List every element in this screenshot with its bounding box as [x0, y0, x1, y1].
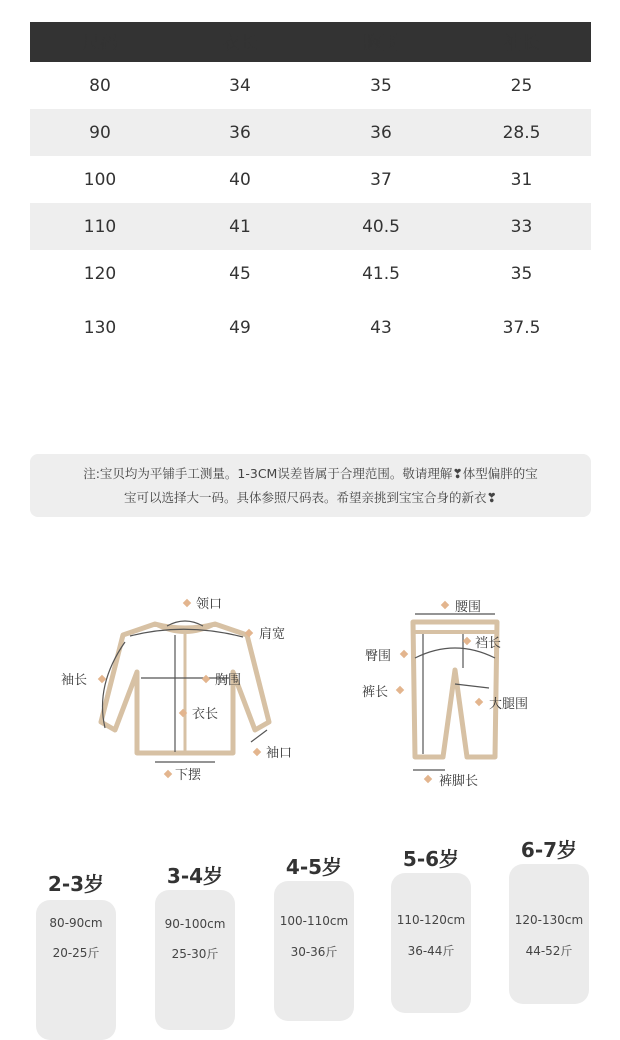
header-length: 衣长 — [222, 33, 258, 54]
age-card-1 — [36, 868, 116, 960]
cell-size: 80 — [89, 75, 111, 96]
header-size: 尺码 — [82, 33, 118, 54]
chest-marker — [202, 675, 210, 683]
collar-marker — [183, 599, 191, 607]
waist-label: 腰围 — [455, 600, 482, 615]
cell-sleeve: 35 — [510, 263, 533, 284]
age-label: 4-5岁 — [285, 855, 343, 879]
measurement-note — [30, 454, 591, 517]
length-label: 衣长 — [192, 707, 219, 722]
cell-chest: 41.5 — [362, 263, 400, 284]
age-height-range: 90-100cm — [164, 917, 226, 931]
table-row — [30, 203, 591, 250]
cell-sleeve: 31 — [510, 169, 533, 190]
size-table — [30, 22, 591, 359]
hem-label: 下摆 — [175, 768, 202, 783]
age-weight-range: 25-30斤 — [171, 947, 219, 961]
cell-length: 41 — [229, 216, 251, 237]
cell-chest: 35 — [370, 75, 392, 96]
age-label: 6-7岁 — [520, 838, 578, 862]
cell-sleeve: 33 — [510, 216, 533, 237]
age-card-bg — [509, 864, 589, 1004]
cuff-marker — [253, 748, 261, 756]
table-row — [30, 297, 591, 359]
age-height-range: 120-130cm — [514, 913, 584, 927]
table-row — [30, 62, 591, 109]
leg-opening-label: 裤脚长 — [439, 774, 479, 789]
jacket-diagram — [55, 590, 315, 790]
thigh-label: 大腿围 — [489, 697, 529, 712]
cell-sleeve: 28.5 — [502, 122, 541, 143]
age-height-range: 100-110cm — [279, 914, 349, 928]
age-card-2 — [155, 860, 235, 961]
shoulder-label: 肩宽 — [259, 627, 286, 642]
cell-chest: 37 — [370, 169, 392, 190]
age-card-5 — [509, 834, 589, 958]
age-card-3 — [274, 851, 354, 959]
pants-diagram — [355, 592, 555, 792]
cell-size: 120 — [83, 263, 117, 284]
age-card-4 — [391, 843, 471, 958]
cell-chest: 36 — [370, 122, 392, 143]
cell-chest: 40.5 — [362, 216, 400, 237]
note-line-1: 注:宝贝均为平铺手工测量。1-3CM误差皆属于合理范围。敬请理解❣体型偏胖的宝 — [83, 465, 538, 481]
cell-length: 49 — [229, 318, 251, 338]
age-label: 5-6岁 — [402, 847, 460, 871]
age-label: 3-4岁 — [166, 864, 224, 888]
thigh-arrow — [455, 684, 489, 688]
leg-opening-marker — [424, 775, 432, 783]
sleeve-marker — [98, 675, 106, 683]
cell-sleeve: 37.5 — [502, 318, 541, 338]
cell-chest: 43 — [370, 318, 392, 338]
pants-length-label: 裤长 — [362, 685, 389, 700]
age-height-range: 80-90cm — [49, 916, 103, 930]
cell-length: 34 — [229, 75, 251, 96]
rise-marker — [463, 637, 471, 645]
cuff-label: 袖口 — [266, 746, 293, 761]
cell-size: 90 — [89, 122, 111, 143]
cell-length: 45 — [229, 263, 251, 284]
age-weight-range: 30-36斤 — [290, 945, 338, 959]
table-row — [30, 109, 591, 156]
age-label: 2-3岁 — [47, 872, 105, 896]
cell-sleeve: 25 — [510, 75, 533, 96]
table-row — [30, 250, 591, 297]
chest-label: 胸围 — [215, 673, 242, 688]
table-row — [30, 156, 591, 203]
thigh-marker — [475, 698, 483, 706]
header-sleeve: 袖长 — [503, 33, 540, 54]
cell-length: 36 — [229, 122, 251, 143]
header-chest: 胸围 — [363, 33, 399, 54]
age-weight-range: 44-52斤 — [525, 944, 573, 958]
age-weight-range: 36-44斤 — [407, 944, 455, 958]
hip-label: 臀围 — [365, 649, 392, 664]
waist-marker — [441, 601, 449, 609]
rise-label: 裆长 — [475, 636, 502, 651]
hip-marker — [400, 650, 408, 658]
hem-marker — [164, 770, 172, 778]
sleeve-label: 袖长 — [61, 673, 88, 688]
age-weight-range: 20-25斤 — [52, 946, 100, 960]
age-height-range: 110-120cm — [396, 913, 466, 927]
cell-size: 110 — [83, 216, 117, 237]
collar-label: 领口 — [196, 597, 223, 612]
length-marker-pants — [396, 686, 404, 694]
cell-length: 40 — [229, 169, 251, 190]
table-header — [30, 22, 591, 62]
cell-size: 100 — [83, 169, 117, 190]
cell-size: 130 — [83, 318, 117, 338]
note-line-2: 宝可以选择大一码。具体参照尺码表。希望亲挑到宝宝合身的新衣❣ — [124, 489, 497, 505]
